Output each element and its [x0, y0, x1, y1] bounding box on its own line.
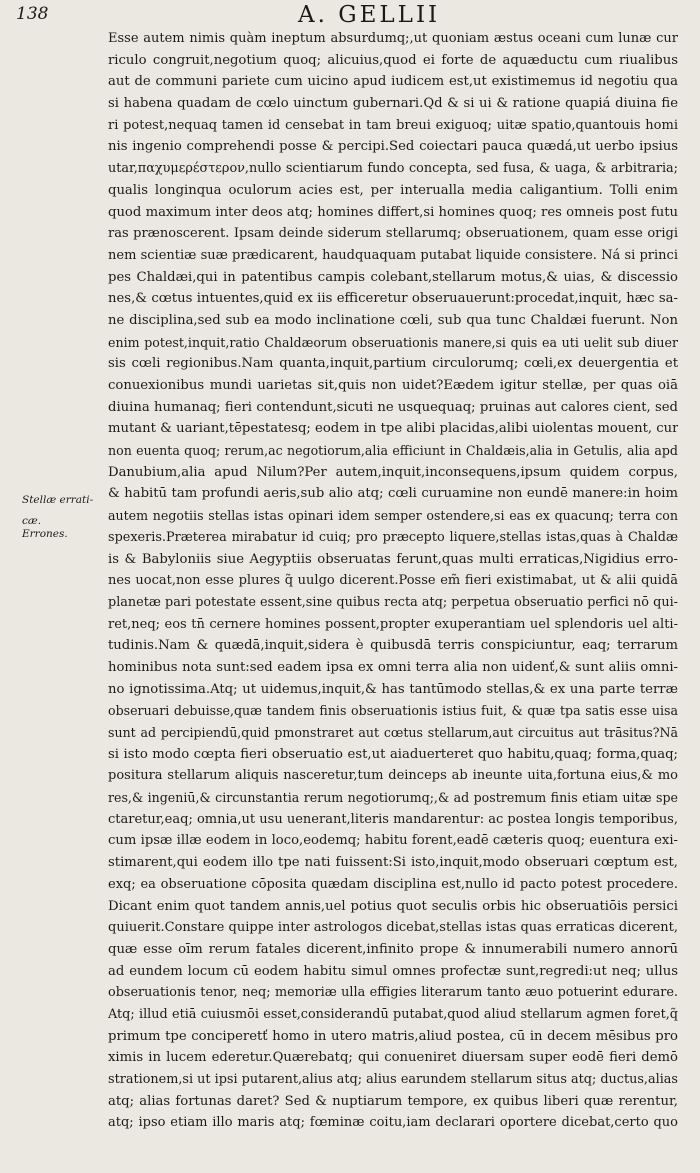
text-line: obseruari debuisse,quæ tandem finis obseruationis istius fuit, & quæ tpa satis esse uisa: [108, 703, 678, 719]
text-line: ad eundem locum cū eodem habitu simul omnes profectæ sunt,regredi:ut neq; ullus: [108, 963, 678, 979]
text-line: nem scientiæ suæ prædicarent, haudquaquam putabat liquide consistere. Ná si princi: [108, 247, 678, 263]
text-line: quiuerit.Constare quippe inter astrologos dicebat,stellas istas quas erraticas dicerent,: [108, 920, 678, 936]
margin-note: Stellæ errati-: [22, 494, 94, 506]
text-line: ras prænoscerent. Ipsam deinde siderum stellarumq; obseruationem, quam esse origi: [108, 226, 678, 242]
text-line: Esse autem nimis quàm ineptum absurdumq;,ut quoniam æstus oceani cum lunæ cur: [108, 31, 678, 46]
text-line: stimarent,qui eodem illo tpe nati fuissent:Si isto,inquit,modo obseruari cœptum est,: [108, 855, 678, 871]
text-line: & habitū tam profundi aeris,sub alio atq; cœli curuamine non eundē manere:in hoim: [108, 486, 678, 502]
running-head: A. GELLII: [298, 2, 441, 28]
text-line: is & Babyloniis siue Aegyptiis obseruatas ferunt,quas multi erraticas,Nigidius erro-: [108, 551, 678, 567]
text-line: nis ingenio comprehendi posse & percipi.Sed coiectari pauca quædá,ut uerbo ipsius: [108, 139, 678, 155]
text-line: riculo congruit,negotium quoq; alicuius,quod ei forte de aquæductu cum riualibus: [108, 52, 678, 68]
text-line: sunt ad percipiendū,quid pmonstraret aut cœtus stellarum,aut circuitus aut trāsitus?Nā: [108, 725, 678, 740]
text-line: utar,παχυμερέστερον,nullo scientiarum fundo concepta, sed fusa, & uaga, & arbitraria;: [108, 161, 678, 177]
text-line: atq; ipso etiam illo maris atq; fœminæ coitu,iam declarari oportere dicebat,certo quo: [108, 1115, 678, 1131]
text-line: ret,neq; eos tn̄ cernere homines possent,propter exuperantiam uel splendoris uel alti-: [108, 616, 678, 632]
page-number: 138: [16, 4, 49, 24]
text-line: planetæ pari potestate essent,sine quibus recta atq; perpetua obseruatio perfici nō qui-: [108, 594, 678, 610]
text-line: ne disciplina,sed sub ea modo inclinatione cœli, sub qua tunc Chaldæi fuerunt. Non: [108, 312, 678, 328]
margin-note: cæ.: [22, 515, 42, 527]
text-line: ximis in lucem ederetur.Quærebatq; qui conueniret diuersam super eodē fieri demō: [108, 1050, 678, 1066]
text-line: hominibus nota sunt:sed eadem ipsa ex omni terra alia non uidenť,& sunt aliis omni-: [108, 659, 678, 675]
text-line: nes,& cœtus intuentes,quid ex iis efficeretur obseruauerunt:procedat,inquit, hæc sa-: [108, 291, 678, 307]
text-line: Atq; illud etiā cuiusmōi esset,considerandū putabat,quod aliud stellarum agmen foret,q̃: [108, 1006, 678, 1022]
text-line: qualis longinqua oculorum acies est, per interualla media caligantium. Tolli enim: [108, 182, 678, 198]
text-line: tudinis.Nam & quædā,inquit,sidera è quibusdā terris conspiciuntur, eaq; terrarum: [108, 638, 678, 654]
text-line: enim potest,inquit,ratio Chaldæorum obseruationis manere,si quis ea uti uelit sub diuer: [108, 334, 678, 350]
text-line: exq; ea obseruatione cōposita quædam disciplina est,nullo id pacto potest procedere.: [108, 876, 678, 892]
text-line: res,& ingeniū,& circunstantia rerum negotiorumq;,& ad postremum finis etiam uitæ spe: [108, 790, 678, 806]
text-line: strationem,si ut ipsi putarent,alius atq; alius earundem stellarum situs atq; ductus,alias: [108, 1072, 678, 1087]
body-text: [108, 28, 678, 1134]
text-line: positura stellarum aliquis nasceretur,tum deinceps ab ineunte uita,fortuna eius,& mo: [108, 768, 678, 784]
text-line: obseruationis tenor, neq; memoriæ ulla effigies literarum tanto æuo potuerint edurare.: [108, 985, 678, 1001]
text-line: si isto modo cœpta fieri obseruatio est,ut aiaduerteret quo habitu,quaq; forma,quaq;: [108, 746, 678, 762]
text-line: nes uocat,non esse plures q̃ uulgo dicerent.Posse em̃ fieri existimabat, ut & alii quidā: [108, 573, 678, 589]
text-line: Danubium,alia apud Nilum?Per autem,inquit,inconsequens,ipsum quidem corpus,: [108, 464, 678, 480]
text-line: aut de communi pariete cum uicino apud iudicem est,ut existimemus id negotiu qua: [108, 74, 678, 90]
text-line: atq; alias fortunas daret? Sed & nuptiarum tempore, ex quibus liberi quæ rerentur,: [108, 1093, 678, 1109]
text-line: si habena quadam de cœlo uinctum gubernari.Qd & si ui & ratione quapiá diuina fie: [108, 96, 678, 112]
text-line: sis cœli regionibus.Nam quanta,inquit,partium circulorumq; cœli,ex deuergentia et: [108, 356, 678, 372]
text-line: conuexionibus mundi uarietas sit,quis non uidet?Eædem igitur stellæ, per quas oiā: [108, 378, 678, 393]
text-line: autem negotiis stellas istas opinari idem semper ostendere,si eas ex quacunq; terra con: [108, 508, 678, 524]
text-line: mutant & uariant,tēpestatesq; eodem in tpe alibi placidas,alibi uiolentas mouent, cur: [108, 421, 678, 437]
text-line: diuina humanaq; fieri contendunt,sicuti ne usquequaq; pruinas aut calores cient, sed: [108, 399, 678, 415]
text-line: cum ipsæ illæ eodem in loco,eodemq; habitu forent,eadē cæteris quoq; euentura exi-: [108, 833, 678, 849]
text-line: spexeris.Præterea mirabatur id cuiq; pro præcepto liquere,stellas istas,quas à Chaldæ: [108, 529, 678, 545]
text-line: non euenta quoq; rerum,ac negotiorum,alia efficiunt in Chaldæis,alia in Getulis, alia apd: [108, 443, 678, 459]
text-line: quæ esse oīm rerum fatales dicerent,infinito prope & innumerabili numero annorū: [108, 941, 678, 957]
text-line: ri potest,nequaq tamen id censebat in tam breui exiguoq; uitæ spatio,quantouis homi: [108, 117, 678, 133]
text-line: primum tpe conciperetť homo in utero matris,aliud postea, cū in decem mēsibus pro: [108, 1028, 678, 1044]
text-line: ctaretur,eaq; omnia,ut usu uenerant,literis mandarentur: ac postea longis temporibus,: [108, 811, 678, 827]
margin-note: Errones.: [22, 528, 68, 540]
text-line: quod maximum inter deos atq; homines differt,si homines quoq; res omneis post futu: [108, 204, 678, 220]
text-line: pes Chaldæi,qui in patentibus campis colebant,stellarum motus,& uias, & discessio: [108, 269, 678, 285]
text-line: no ignotissima.Atq; ut uidemus,inquit,& has tantūmodo stellas,& ex una parte terræ: [108, 681, 678, 697]
text-line: Dicant enim quot tandem annis,uel potius quot seculis orbis hic obseruatiōis persici: [108, 898, 678, 914]
